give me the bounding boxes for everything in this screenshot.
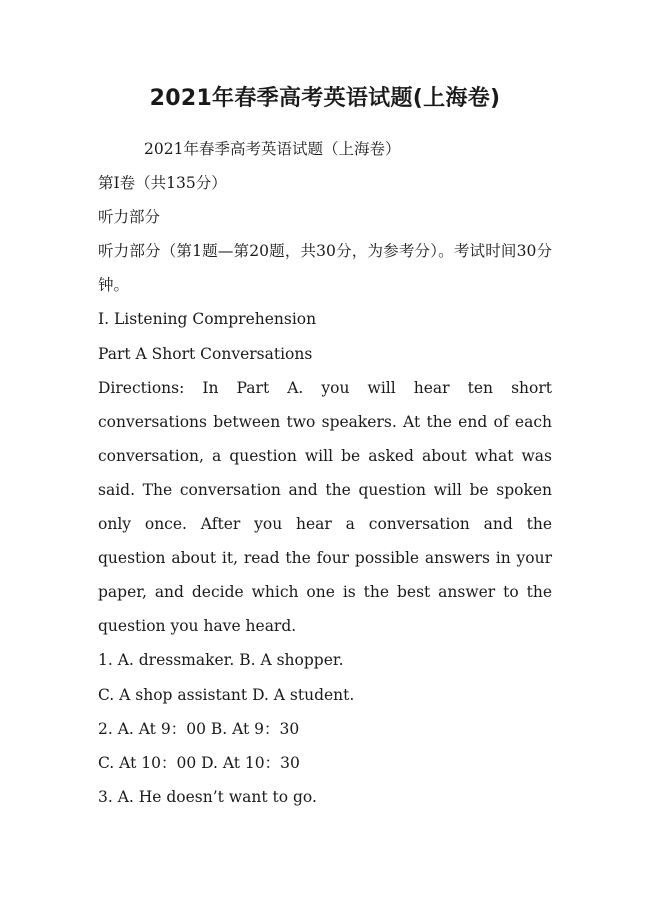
listening-heading: 听力部分 [98,208,161,227]
question-1-options-ab: 1. A. dressmaker. B. A shopper. [98,651,344,670]
document-subtitle: 2021年春季高考英语试题（上海卷） [144,140,401,158]
directions-paragraph: Directions: In Part A. you will hear ten short conversations between two speakers. At the end of each conversation, a question will be asked about what was said. The conversation and the question will be spoken only once. After you hear a conversation and the question about it, read the four possible answers in your paper, and decide which one is the best answer to the question you have heard. [98,378,552,636]
part-heading: Ⅰ. Listening Comprehension [98,310,317,329]
question-1-options-cd: C. A shop assistant D. A student. [98,685,355,704]
section-heading: 第Ⅰ卷（共135分） [98,174,227,193]
question-2-options-ab: 2. A. At 9：00 B. At 9：30 [98,719,300,738]
document-body [98,132,552,814]
listening-note: 听力部分（第1题—第20题，共30分，为参考分）。考试时间30分钟。 [98,242,552,295]
question-2-options-cd: C. At 10：00 D. At 10：30 [98,753,300,772]
question-3-option-a: 3. A. He doesn’t want to go. [98,787,317,806]
document-title: 2021年春季高考英语试题(上海卷) [149,86,501,111]
part-a-heading: Part A Short Conversations [98,344,313,363]
